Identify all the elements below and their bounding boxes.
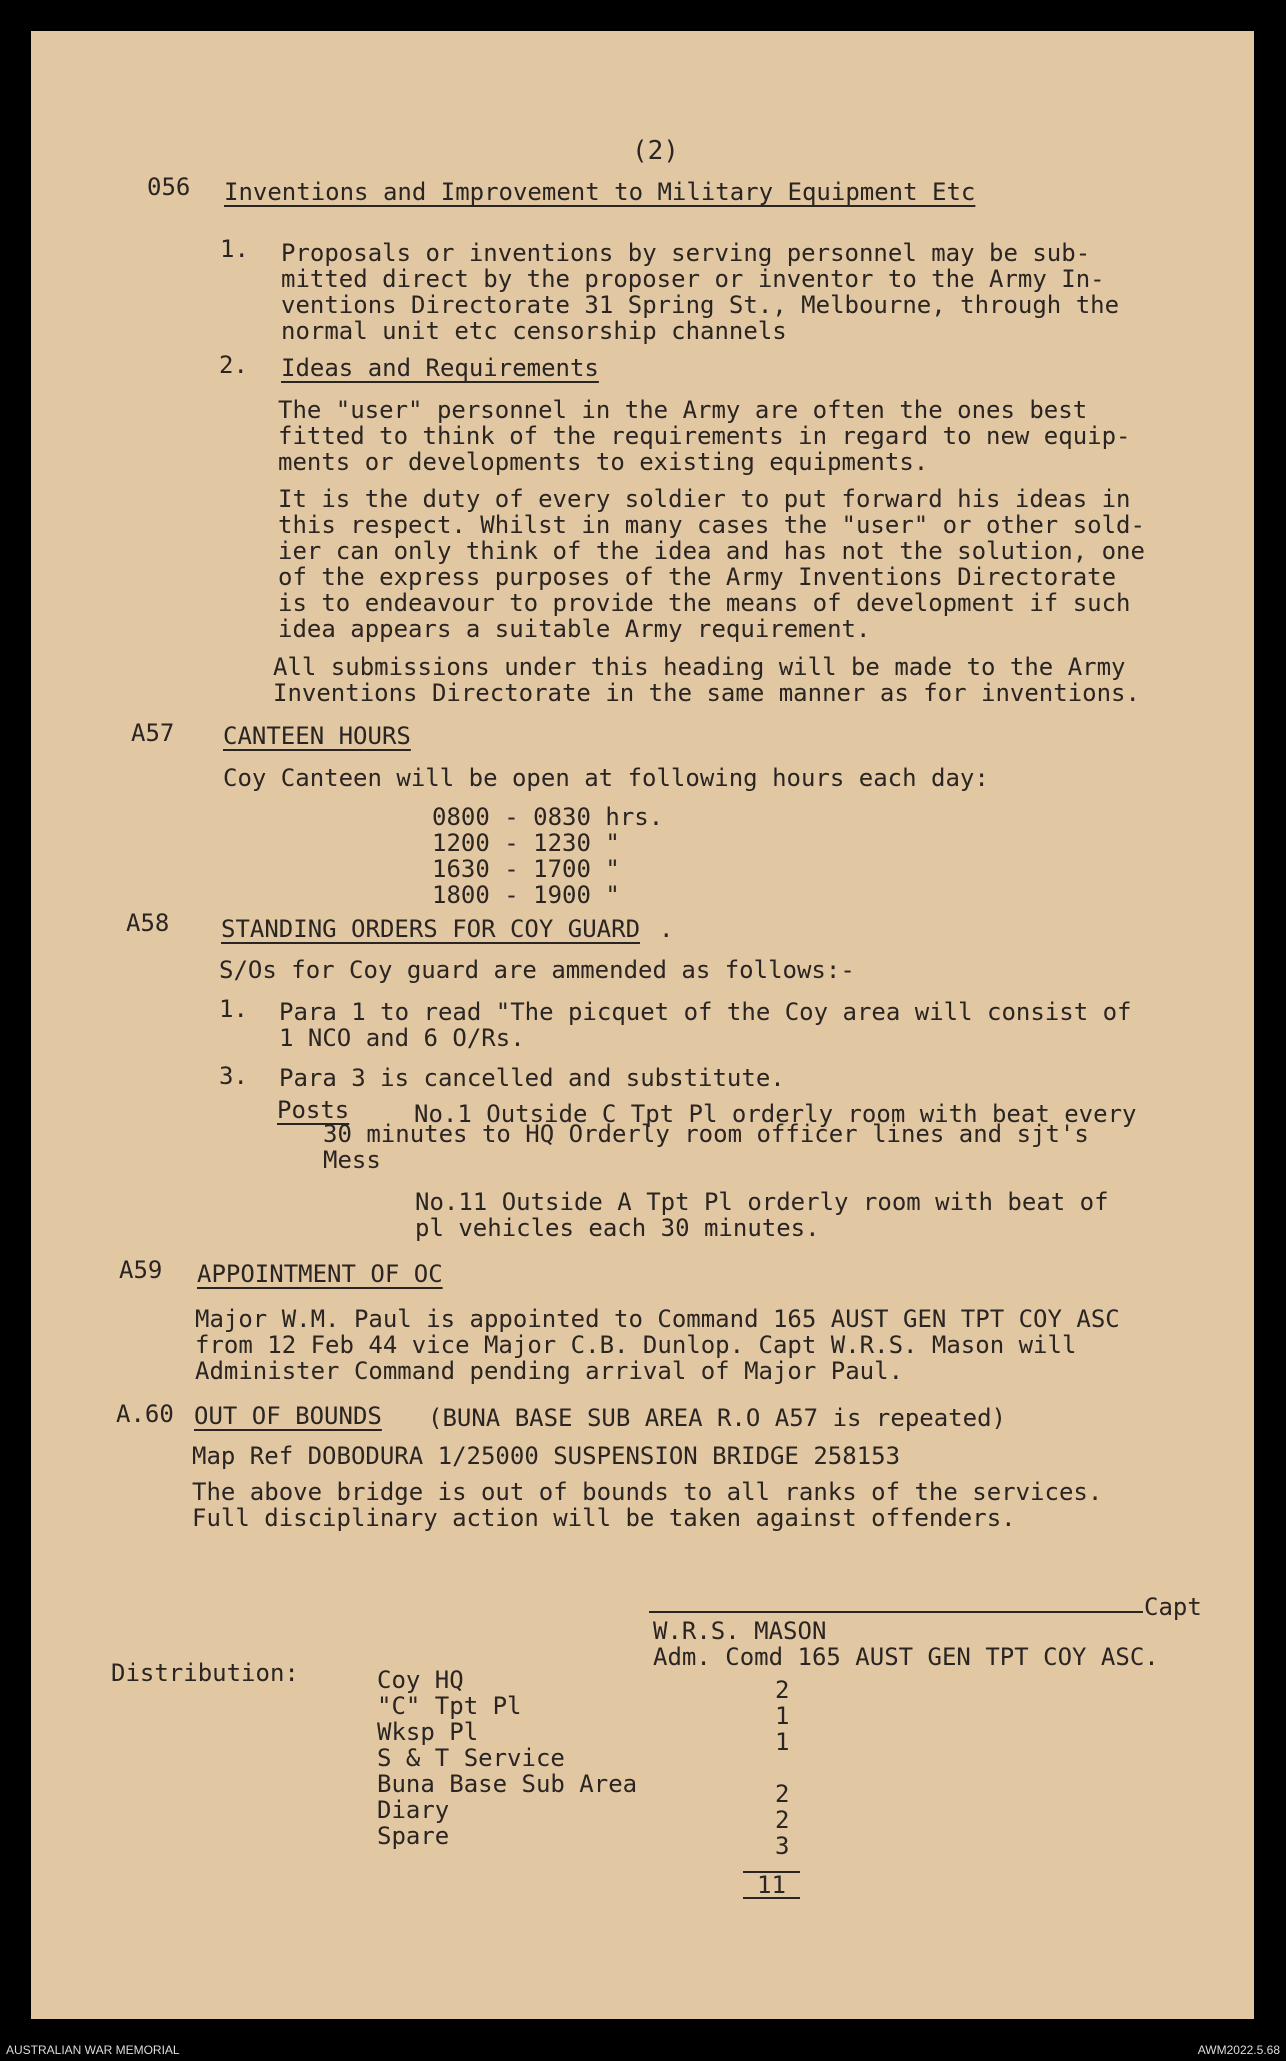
distribution-name: Diary xyxy=(377,1796,450,1824)
distribution-qty: 1 xyxy=(775,1728,790,1756)
distribution-label: Distribution: xyxy=(111,1659,299,1687)
paragraph: Proposals or inventions by serving personnel may be sub- mitted direct by the proposer or inventor to the Army In- ventions Directorate 31 Spring St., Melbourne, through the normal unit etc censorship channels xyxy=(281,239,1120,345)
section-heading: CANTEEN HOURS xyxy=(223,722,411,750)
distribution-total: 11 xyxy=(743,1871,800,1899)
signature-name: W.R.S. MASON xyxy=(653,1617,827,1645)
distribution-name: "C" Tpt Pl xyxy=(377,1692,522,1720)
paragraph: S/Os for Coy guard are ammended as follows:- xyxy=(219,956,855,984)
hours-line: 1200 - 1230 " xyxy=(432,829,620,857)
section-heading: STANDING ORDERS FOR COY GUARD xyxy=(221,915,641,943)
distribution-qty: 3 xyxy=(775,1832,790,1860)
heading-suffix: . xyxy=(659,915,674,943)
post-text: No.1 Outside C Tpt Pl orderly room with beat every xyxy=(414,1100,1137,1128)
section-heading: Inventions and Improvement to Military Equipment Etc xyxy=(224,178,976,206)
paragraph: Para 1 to read "The picquet of the Coy area will consist of 1 NCO and 6 O/Rs. xyxy=(279,998,1132,1052)
distribution-name: Buna Base Sub Area xyxy=(377,1770,638,1798)
distribution-name: S & T Service xyxy=(377,1744,565,1772)
section-code: A58 xyxy=(126,909,170,937)
section-code: A57 xyxy=(131,719,175,747)
distribution-name: Coy HQ xyxy=(377,1666,464,1694)
page-number: (2) xyxy=(632,136,679,166)
post-text: No.11 Outside A Tpt Pl orderly room with beat of pl vehicles each 30 minutes. xyxy=(415,1188,1109,1242)
paragraph: The above bridge is out of bounds to all ranks of the services. Full disciplinary action will be taken against offenders. xyxy=(192,1478,1103,1532)
paragraph: It is the duty of every soldier to put forward his ideas in this respect. Whilst in many cases the "user" or other sold- ier can only think of the idea and has not the solution, one of the express purposes of the Army Inventions Directorate is to endeavour to provide the means of development if such idea appears a suitable Army requirement. xyxy=(278,485,1145,643)
section-code: A.60 xyxy=(116,1400,174,1428)
paragraph: All submissions under this heading will be made to the Army Inventions Directorate in the same manner as for inventions. xyxy=(273,653,1140,707)
section-heading: OUT OF BOUNDS xyxy=(194,1402,382,1430)
post-text: 30 minutes to HQ Orderly room officer lines and sjt's Mess xyxy=(323,1120,1089,1174)
item-number: 1. xyxy=(219,995,248,1023)
map-reference: Map Ref DOBODURA 1/25000 SUSPENSION BRIDGE 258153 xyxy=(192,1442,901,1470)
item-number: 1. xyxy=(220,235,249,263)
distribution-name: Spare xyxy=(377,1822,450,1850)
subsection-heading: Ideas and Requirements xyxy=(281,354,599,382)
hours-line: 0800 - 0830 hrs. xyxy=(432,803,664,831)
posts-label: Posts xyxy=(277,1096,350,1124)
signature-title: Adm. Comd 165 AUST GEN TPT COY ASC. xyxy=(653,1643,1159,1671)
distribution-qty: 2 xyxy=(775,1806,790,1834)
paragraph: Para 3 is cancelled and substitute. xyxy=(279,1064,785,1092)
distribution-name: Wksp Pl xyxy=(377,1718,479,1746)
distribution-qty: 2 xyxy=(775,1676,790,1704)
distribution-qty: 1 xyxy=(775,1702,790,1730)
section-code: 056 xyxy=(147,173,191,201)
item-number: 2. xyxy=(219,351,248,379)
signature-line xyxy=(649,1611,1143,1613)
footer-left: AUSTRALIAN WAR MEMORIAL xyxy=(6,2043,180,2057)
hours-line: 1630 - 1700 " xyxy=(432,855,620,883)
distribution-qty: 2 xyxy=(775,1780,790,1808)
document-page xyxy=(31,31,1254,2019)
item-number: 3. xyxy=(219,1062,248,1090)
heading-note: (BUNA BASE SUB AREA R.O A57 is repeated) xyxy=(428,1404,1006,1432)
hours-line: 1800 - 1900 " xyxy=(432,881,620,909)
section-code: A59 xyxy=(119,1256,163,1284)
paragraph: The "user" personnel in the Army are often the ones best fitted to think of the requirements in regard to new equip- ments or developments to existing equipments. xyxy=(278,396,1131,476)
footer-right: AWM2022.5.68 xyxy=(1197,2043,1280,2057)
section-heading: APPOINTMENT OF OC xyxy=(197,1260,443,1288)
paragraph: Major W.M. Paul is appointed to Command 165 AUST GEN TPT COY ASC from 12 Feb 44 vice Major C.B. Dunlop. Capt W.R.S. Mason will Administer Command pending arrival of Major Paul. xyxy=(195,1305,1120,1385)
paragraph: Coy Canteen will be open at following hours each day: xyxy=(223,764,989,792)
signature-rank: Capt xyxy=(1144,1593,1202,1621)
